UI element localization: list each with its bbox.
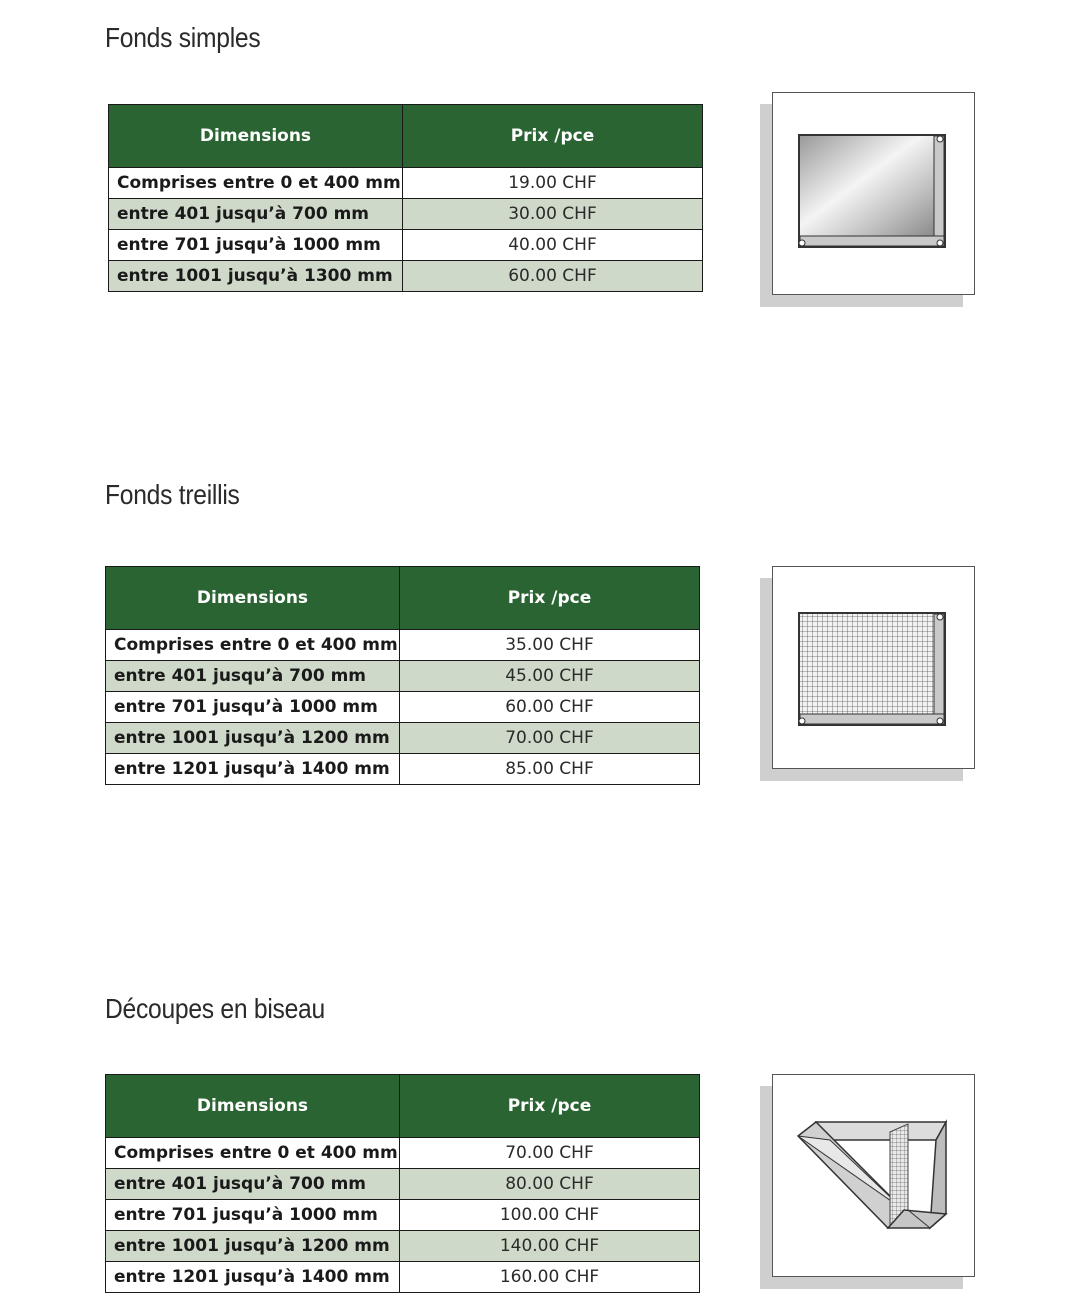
price-cell: 160.00 CHF — [400, 1262, 700, 1293]
illustration-fonds-treillis — [772, 566, 975, 769]
table-header-row — [106, 567, 700, 630]
table-header-row — [109, 105, 703, 168]
table-row — [106, 630, 700, 661]
price-cell: 70.00 CHF — [400, 723, 700, 754]
column-header-price: Prix /pce — [400, 567, 700, 630]
dimension-cell: entre 401 jusqu’à 700 mm — [106, 661, 400, 692]
dimension-cell: Comprises entre 0 et 400 mm — [109, 168, 403, 199]
price-cell: 40.00 CHF — [403, 230, 703, 261]
section-title-fonds-simples: Fonds simples — [105, 22, 261, 53]
section-title-fonds-treillis: Fonds treillis — [105, 479, 240, 510]
price-cell: 35.00 CHF — [400, 630, 700, 661]
price-cell: 100.00 CHF — [400, 1200, 700, 1231]
table-row — [106, 1200, 700, 1231]
dimension-cell: entre 701 jusqu’à 1000 mm — [106, 692, 400, 723]
price-cell: 140.00 CHF — [400, 1231, 700, 1262]
dimension-cell: Comprises entre 0 et 400 mm — [106, 630, 400, 661]
column-header-dimensions: Dimensions — [106, 567, 400, 630]
column-header-price: Prix /pce — [400, 1075, 700, 1138]
table-row — [106, 661, 700, 692]
table-row — [109, 261, 703, 292]
table-row — [109, 168, 703, 199]
dimension-cell: entre 1201 jusqu’à 1400 mm — [106, 1262, 400, 1293]
dimension-cell: entre 701 jusqu’à 1000 mm — [106, 1200, 400, 1231]
table-row — [106, 1262, 700, 1293]
table-row — [109, 199, 703, 230]
price-cell: 70.00 CHF — [400, 1138, 700, 1169]
table-row — [106, 1231, 700, 1262]
price-cell: 60.00 CHF — [403, 261, 703, 292]
dimension-cell: entre 401 jusqu’à 700 mm — [106, 1169, 400, 1200]
illustration-fonds-simples — [772, 92, 975, 295]
dimension-cell: entre 401 jusqu’à 700 mm — [109, 199, 403, 230]
price-cell: 60.00 CHF — [400, 692, 700, 723]
price-cell: 45.00 CHF — [400, 661, 700, 692]
mesh-panel-icon — [772, 566, 975, 769]
column-header-price: Prix /pce — [403, 105, 703, 168]
column-header-dimensions: Dimensions — [106, 1075, 400, 1138]
price-cell: 19.00 CHF — [403, 168, 703, 199]
column-header-dimensions: Dimensions — [109, 105, 403, 168]
price-table-fonds-treillis — [105, 566, 700, 785]
price-table-decoupes-en-biseau — [105, 1074, 700, 1293]
plain-panel-icon — [772, 92, 975, 295]
table-row — [106, 1138, 700, 1169]
bevel-cut-icon — [772, 1074, 975, 1277]
price-cell: 30.00 CHF — [403, 199, 703, 230]
dimension-cell: Comprises entre 0 et 400 mm — [106, 1138, 400, 1169]
table-row — [106, 1169, 700, 1200]
table-row — [109, 230, 703, 261]
price-cell: 80.00 CHF — [400, 1169, 700, 1200]
table-header-row — [106, 1075, 700, 1138]
table-row — [106, 754, 700, 785]
price-cell: 85.00 CHF — [400, 754, 700, 785]
section-title-decoupes-en-biseau: Découpes en biseau — [105, 993, 325, 1024]
price-table-fonds-simples — [108, 104, 703, 292]
illustration-decoupes-en-biseau — [772, 1074, 975, 1277]
dimension-cell: entre 701 jusqu’à 1000 mm — [109, 230, 403, 261]
dimension-cell: entre 1001 jusqu’à 1200 mm — [106, 1231, 400, 1262]
dimension-cell: entre 1201 jusqu’à 1400 mm — [106, 754, 400, 785]
table-row — [106, 723, 700, 754]
dimension-cell: entre 1001 jusqu’à 1300 mm — [109, 261, 403, 292]
dimension-cell: entre 1001 jusqu’à 1200 mm — [106, 723, 400, 754]
table-row — [106, 692, 700, 723]
